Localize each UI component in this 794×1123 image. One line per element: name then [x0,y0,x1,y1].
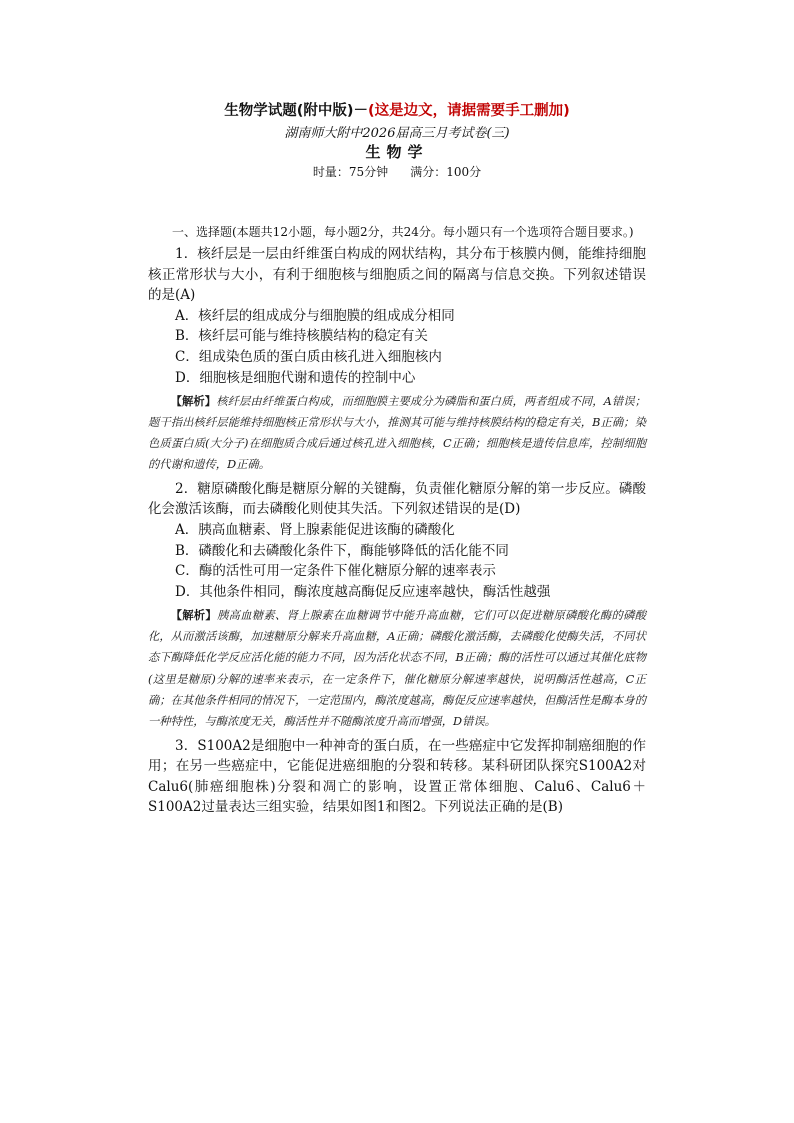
analysis-text: 核纤层由纤维蛋白构成，而细胞膜主要成分为磷脂和蛋白质，两者组成不同，A错误；题干指出核纤层能维持细胞核正常形状与大小，推测其可能与维持核膜结构的稳定有关，B正确；染色质蛋白质(大分子)在细胞质合成后通过核孔进入细胞核，C正确；细胞核是遗传信息库，控制细胞的代谢和遗传，D正确。 [148,394,646,472]
time-limit: 时量：75分钟 [312,165,389,179]
option-b: B．核纤层可能与维持核膜结构的稳定有关 [175,328,428,345]
analysis-tag: 【解析】 [170,607,218,622]
question-2 [148,479,646,733]
analysis [148,391,646,476]
analysis-tag: 【解析】 [170,393,217,408]
option-d: D．其他条件相同，酶浓度越高酶促反应速率越快，酶活性越强 [175,584,551,601]
header-title [0,99,794,120]
question-stem: 3．S100A2是细胞中一种神奇的蛋白质，在一些癌症中它发挥抑制癌细胞的作用；在另一些癌症中，它能促进癌细胞的分裂和转移。某科研团队探究S100A2对Calu6(肺癌细胞株)分裂和凋亡的影响，设置正常体细胞、Calu6、Calu6＋S100A2过量表达三组实验，结果如图1和图2。下列说法正确的是(B) [148,737,646,816]
option-d: D．细胞核是细胞代谢和遗传的控制中心 [175,369,416,386]
exam-name: 湖南师大附中2026届高三月考试卷(三) [284,126,510,141]
full-score: 满分：100分 [410,165,482,179]
exam-info [0,163,794,180]
option-c: C．酶的活性可用一定条件下催化糖原分解的速率表示 [175,563,496,580]
analysis-text: 胰高血糖素、肾上腺素在血糖调节中能升高血糖，它们可以促进糖原磷酸化酶的磷酸化，从而激活该酶，加速糖原分解来升高血糖，A正确；磷酸化激活酶，去磷酸化使酶失活，不同状态下酶降低化学反应活化能的能力不同，因为活化状态不同，B正确；酶的活性可以通过其催化底物(这里是糖原)分解的速率来表示，在一定条件下，催化糖原分解速率越快，说明酶活性越高，C正确；在其他条件相同的情况下，一定范围内，酶浓度越高，酶促反应速率越快，但酶活性是酶本身的一种特性，与酶浓度无关，酶活性并不随酶浓度升高而增强，D错误。 [148,608,646,729]
subject-heading: 生物学 [365,143,429,161]
document-body [148,222,646,818]
question-stem: 2．糖原磷酸化酶是糖原分解的关键酶，负责催化糖原分解的第一步反应。磷酸化会激活该酶，而去磷酸化则使其失活。下列叙述错误的是(D) [148,480,646,518]
analysis [148,605,646,733]
option-a: A．胰高血糖素、肾上腺素能促进该酶的磷酸化 [175,521,455,538]
question-1 [148,244,646,476]
option-b: B．磷酸化和去磷酸化条件下，酶能够降低的活化能不同 [175,542,509,559]
section-heading: 一、选择题(本题共12小题，每小题2分，共24分。每小题只有一个选项符合题目要求。) [172,225,634,239]
title-main: 生物学试题(附中版)－ [224,103,368,119]
question-3 [148,736,646,818]
title-note: (这是边文，请据需要手工删加) [368,103,570,119]
option-a: A．核纤层的组成成分与细胞膜的组成成分相同 [175,307,455,324]
option-c: C．组成染色质的蛋白质由核孔进入细胞核内 [175,349,442,366]
question-stem: 1．核纤层是一层由纤维蛋白构成的网状结构，其分布于核膜内侧，能维持细胞核正常形状与大小，有利于细胞核与细胞质之间的隔离与信息交换。下列叙述错误的是(A) [148,246,646,304]
